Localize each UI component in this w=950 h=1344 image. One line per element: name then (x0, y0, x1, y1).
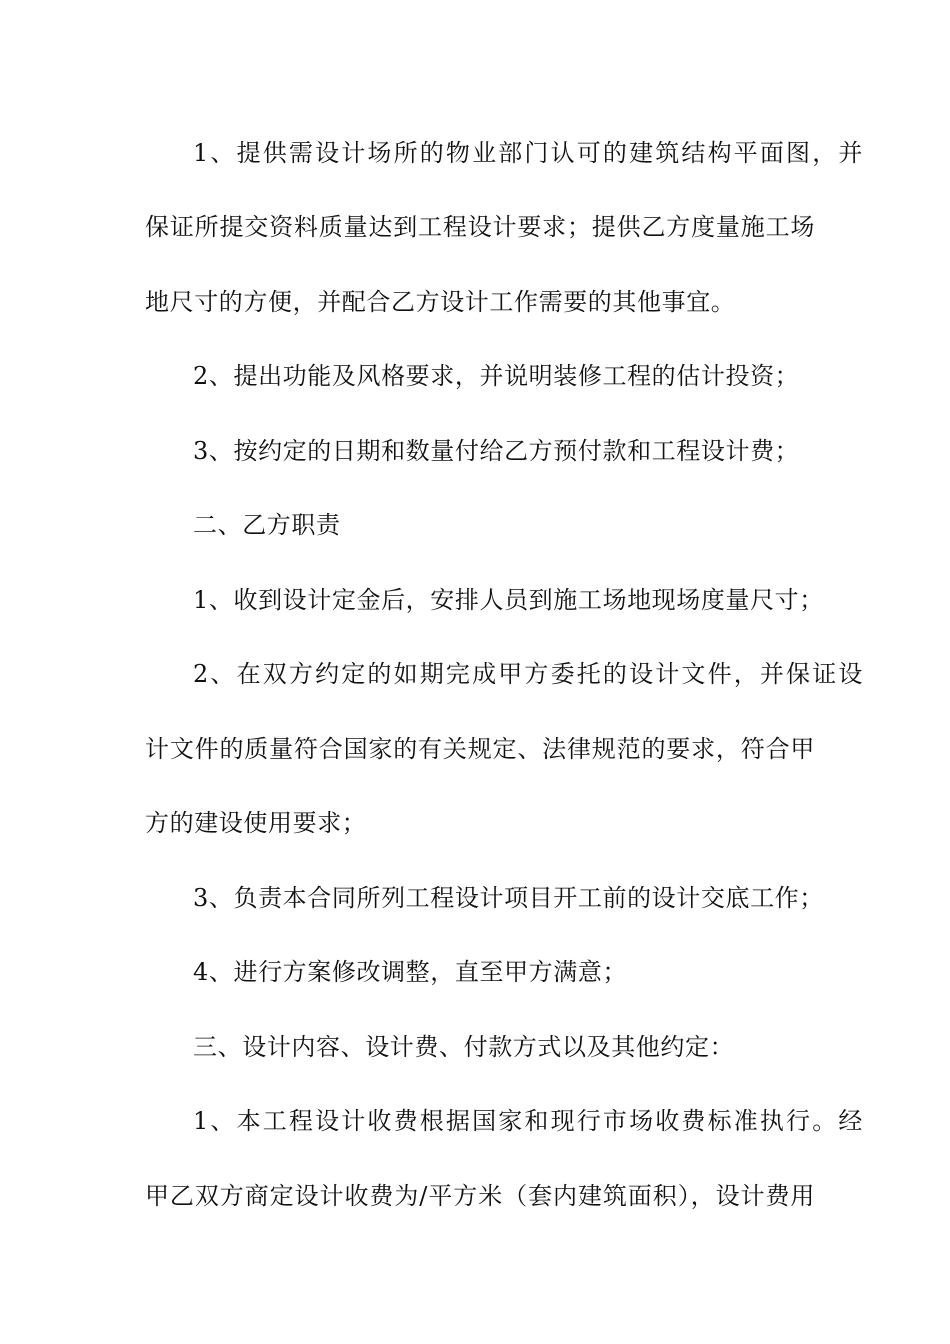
text-line: 地尺寸的方便，并配合乙方设计工作需要的其他事宜。 (145, 288, 736, 316)
section-heading: 三、设计内容、设计费、付款方式以及其他约定： (193, 1033, 735, 1061)
text-line: 甲乙双方商定设计收费为/平方米（套内建筑面积），设计费用 (145, 1182, 815, 1210)
text-line: 方的建设使用要求； (145, 809, 367, 837)
section-heading: 二、乙方职责 (193, 511, 341, 539)
text-line: 1、提供需设计场所的物业部门认可的建筑结构平面图，并 (193, 139, 863, 167)
text-line: 1、收到设计定金后，安排人员到施工场地现场度量尺寸； (193, 586, 824, 614)
text-line: 3、按约定的日期和数量付给乙方预付款和工程设计费； (193, 437, 800, 465)
text-line: 3、负责本合同所列工程设计项目开工前的设计交底工作； (193, 884, 824, 912)
text-line: 2、在双方约定的如期完成甲方委托的设计文件，并保证设 (193, 660, 863, 688)
text-line: 4、进行方案修改调整，直至甲方满意； (193, 958, 628, 986)
text-line: 保证所提交资料质量达到工程设计要求；提供乙方度量施工场 (145, 213, 815, 241)
text-line: 计文件的质量符合国家的有关规定、法律规范的要求，符合甲 (145, 735, 815, 763)
text-line: 2、提出功能及风格要求，并说明装修工程的估计投资； (193, 362, 800, 390)
text-line: 1、本工程设计收费根据国家和现行市场收费标准执行。经 (193, 1107, 863, 1135)
